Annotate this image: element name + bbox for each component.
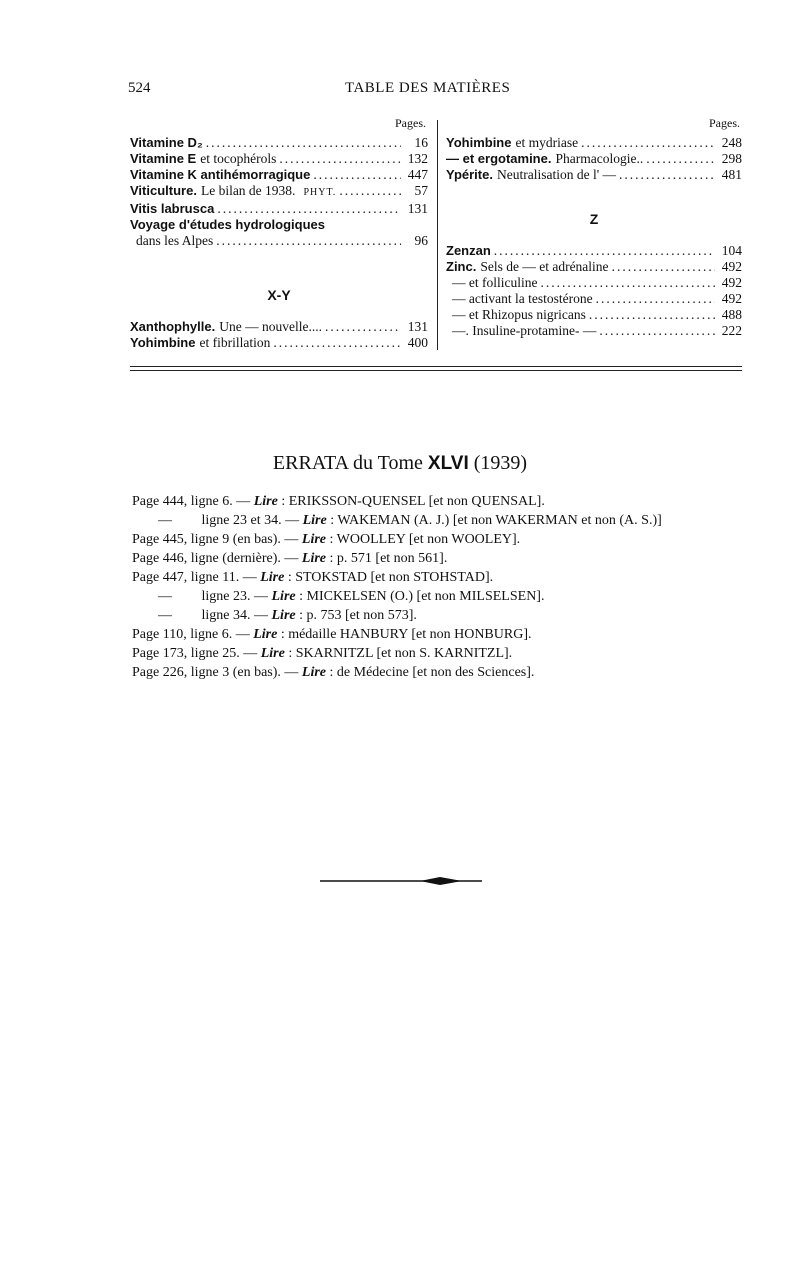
index-entry — [130, 183, 428, 201]
index-term: Zinc. — [446, 259, 477, 274]
index-term: Voyage d'études hydrologiques — [130, 217, 325, 232]
errata-page-ref: Page 445, — [132, 532, 188, 547]
errata-correction: : p. 571 [et non 561]. — [329, 551, 448, 566]
index-term: Vitis labrusca — [130, 201, 215, 216]
page-ref: 298 — [721, 151, 742, 166]
page-ref: 248 — [721, 135, 742, 150]
errata-page-ref: — — [158, 589, 172, 604]
index-right-column — [446, 115, 742, 339]
errata-line-ref: ligne 25. — — [190, 646, 258, 661]
index-entry — [130, 167, 428, 183]
leader-dots — [325, 319, 401, 335]
index-left-column — [130, 115, 428, 351]
page-ref: 96 — [414, 233, 428, 248]
errata-correction: : WAKEMAN (A. J.) [et non WAKERMAN et non (A. S.)] — [330, 513, 662, 528]
index-description: — et folliculine — [452, 275, 538, 290]
errata-lire: Lire — [302, 513, 327, 528]
page-ref: 447 — [407, 167, 428, 182]
index-entry — [446, 151, 742, 167]
errata-line — [132, 644, 762, 663]
errata-line — [132, 625, 762, 644]
index-entry — [446, 307, 742, 323]
leader-dots — [599, 323, 715, 339]
errata-line-ref: ligne (dernière). — — [190, 551, 299, 566]
errata-page-ref: Page 226, — [132, 665, 188, 680]
index-entry — [446, 243, 742, 259]
errata-line — [132, 606, 762, 625]
leader-dots — [581, 135, 715, 151]
errata-correction: : MICKELSEN (O.) [et non MILSELSEN]. — [299, 589, 545, 604]
index-entry — [446, 259, 742, 275]
index-description: Pharmacologie.. — [555, 151, 644, 166]
index-term: Yohimbine — [446, 135, 512, 150]
index-description: dans les Alpes — [136, 233, 214, 248]
errata-correction: : p. 753 [et non 573]. — [299, 608, 417, 623]
index-entry — [446, 135, 742, 151]
index-description: — et Rhizopus nigricans — [452, 307, 586, 322]
page-ref: 400 — [407, 335, 428, 350]
index-description: Une — nouvelle.... — [219, 319, 322, 334]
page-ref: 16 — [414, 135, 428, 150]
page-ref: 131 — [407, 201, 428, 216]
index-description: Le bilan de 1938. — [200, 183, 296, 198]
errata-line — [132, 530, 762, 549]
leader-dots — [206, 135, 401, 151]
index-description: et tocophérols — [200, 151, 277, 166]
leader-dots — [540, 275, 715, 291]
errata-correction: : WOOLLEY [et non WOOLEY]. — [329, 532, 521, 547]
leader-dots — [494, 243, 715, 259]
errata-line — [132, 568, 762, 587]
index-entry — [446, 275, 742, 291]
errata-page-ref: Page 446, — [132, 551, 188, 566]
index-description: Sels de — et adrénaline — [480, 259, 609, 274]
pages-header: Pages. — [709, 116, 740, 130]
errata-lire: Lire — [301, 532, 327, 547]
page-ref: 492 — [721, 259, 742, 274]
index-term: Xanthophylle. — [130, 319, 216, 334]
errata-lire: Lire — [271, 589, 296, 604]
index-entry — [130, 201, 428, 217]
errata-lire: Lire — [260, 646, 285, 661]
index-description: et fibrillation — [199, 335, 271, 350]
index-list-right-after — [446, 243, 742, 339]
errata-line — [132, 511, 762, 530]
errata-lire: Lire — [301, 551, 327, 566]
errata-page-ref: — — [158, 608, 172, 623]
leader-dots — [339, 183, 401, 199]
leader-dots — [589, 307, 715, 323]
errata-lire: Lire — [253, 627, 278, 642]
errata-page-ref: — — [158, 513, 172, 528]
errata-correction: : ERIKSSON-QUENSEL [et non QUENSAL]. — [281, 494, 545, 509]
errata-line — [132, 663, 762, 682]
errata-correction: : médaille HANBURY [et non HONBURG]. — [280, 627, 532, 642]
page-ref: 481 — [721, 167, 742, 182]
index-term: Vitamine D₂ — [130, 135, 203, 150]
errata-correction: : STOKSTAD [et non STOHSTAD]. — [287, 570, 494, 585]
errata-tome: XLVI — [427, 453, 469, 474]
index-term: Viticulture. — [130, 183, 197, 198]
leader-dots — [216, 233, 401, 249]
index-entry — [446, 323, 742, 339]
errata-lire: Lire — [271, 608, 296, 623]
leader-dots — [217, 201, 401, 217]
leader-dots — [279, 151, 401, 167]
index-entry — [446, 167, 742, 183]
index-entry — [130, 335, 428, 351]
errata-line-ref: ligne 6. — — [190, 627, 250, 642]
index-entry — [130, 151, 428, 167]
errata-lire: Lire — [260, 570, 285, 585]
page-ref: 488 — [721, 307, 742, 322]
errata-title-prefix: ERRATA du Tome — [272, 452, 423, 474]
index-entry — [446, 291, 742, 307]
errata-page-ref: Page 110, — [132, 627, 187, 642]
index-list-left — [130, 135, 428, 249]
errata-lire: Lire — [301, 665, 327, 680]
page-ref: 492 — [721, 275, 742, 290]
double-rule-top — [130, 366, 742, 367]
section-letter-xy: X-Y — [267, 287, 291, 303]
errata-line — [132, 549, 762, 568]
page-number: 524 — [128, 80, 151, 96]
page-ref: 104 — [721, 243, 742, 258]
index-entry — [130, 319, 428, 335]
double-rule-bottom — [130, 370, 742, 371]
page-ref: 222 — [721, 323, 742, 338]
index-term: — et ergotamine. — [446, 151, 552, 166]
index-term: Yohimbine — [130, 335, 196, 350]
page-ref: 492 — [721, 291, 742, 306]
index-description: et mydriase — [515, 135, 579, 150]
errata-title — [0, 452, 800, 475]
errata-line-ref: ligne 23 et 34. — — [201, 513, 300, 528]
index-entry — [130, 217, 428, 233]
leader-dots — [596, 291, 715, 307]
errata-line-ref: ligne 34. — — [201, 608, 268, 623]
errata-correction: : de Médecine [et non des Sciences]. — [329, 665, 535, 680]
leader-dots — [612, 259, 715, 275]
leader-dots — [619, 167, 715, 183]
leader-dots — [273, 335, 401, 351]
index-entry — [130, 135, 428, 151]
errata-correction: : SKARNITZL [et non S. KARNITZL]. — [288, 646, 513, 661]
index-description: Neutralisation de l' — — [496, 167, 616, 182]
errata-line — [132, 587, 762, 606]
pages-header: Pages. — [395, 116, 426, 130]
leader-dots — [313, 167, 401, 183]
index-term: Zenzan — [446, 243, 491, 258]
page-ref: 131 — [407, 319, 428, 334]
page-ref: 57 — [414, 183, 428, 198]
errata-year: (1939) — [473, 452, 528, 474]
index-term: Ypérite. — [446, 167, 493, 182]
errata-list — [132, 492, 762, 682]
errata-line — [132, 492, 762, 511]
index-subject-tag: PHYT. — [303, 187, 337, 198]
index-description: —. Insuline-protamine- — — [452, 323, 597, 338]
index-entry — [130, 233, 428, 249]
running-head: TABLE DES MATIÈRES — [345, 80, 511, 96]
errata-page-ref: Page 444, — [132, 494, 188, 509]
errata-page-ref: Page 173, — [132, 646, 188, 661]
leader-dots — [646, 151, 715, 167]
errata-line-ref: ligne 23. — — [201, 589, 268, 604]
index-list-left-after — [130, 319, 428, 351]
index-list-right — [446, 135, 742, 183]
ornament-divider — [320, 874, 482, 888]
errata-line-ref: ligne 3 (en bas). — — [190, 665, 299, 680]
errata-line-ref: ligne 9 (en bas). — — [190, 532, 299, 547]
errata-page-ref: Page 447, — [132, 570, 188, 585]
section-letter-z: Z — [589, 211, 599, 227]
page-ref: 132 — [407, 151, 428, 166]
index-description: — activant la testostérone — [452, 291, 593, 306]
index-term: Vitamine E — [130, 151, 197, 166]
errata-line-ref: ligne 11. — — [190, 570, 257, 585]
index-term: Vitamine K antihémorragique — [130, 167, 311, 182]
column-divider — [437, 120, 438, 350]
errata-line-ref: ligne 6. — — [190, 494, 251, 509]
errata-lire: Lire — [253, 494, 278, 509]
